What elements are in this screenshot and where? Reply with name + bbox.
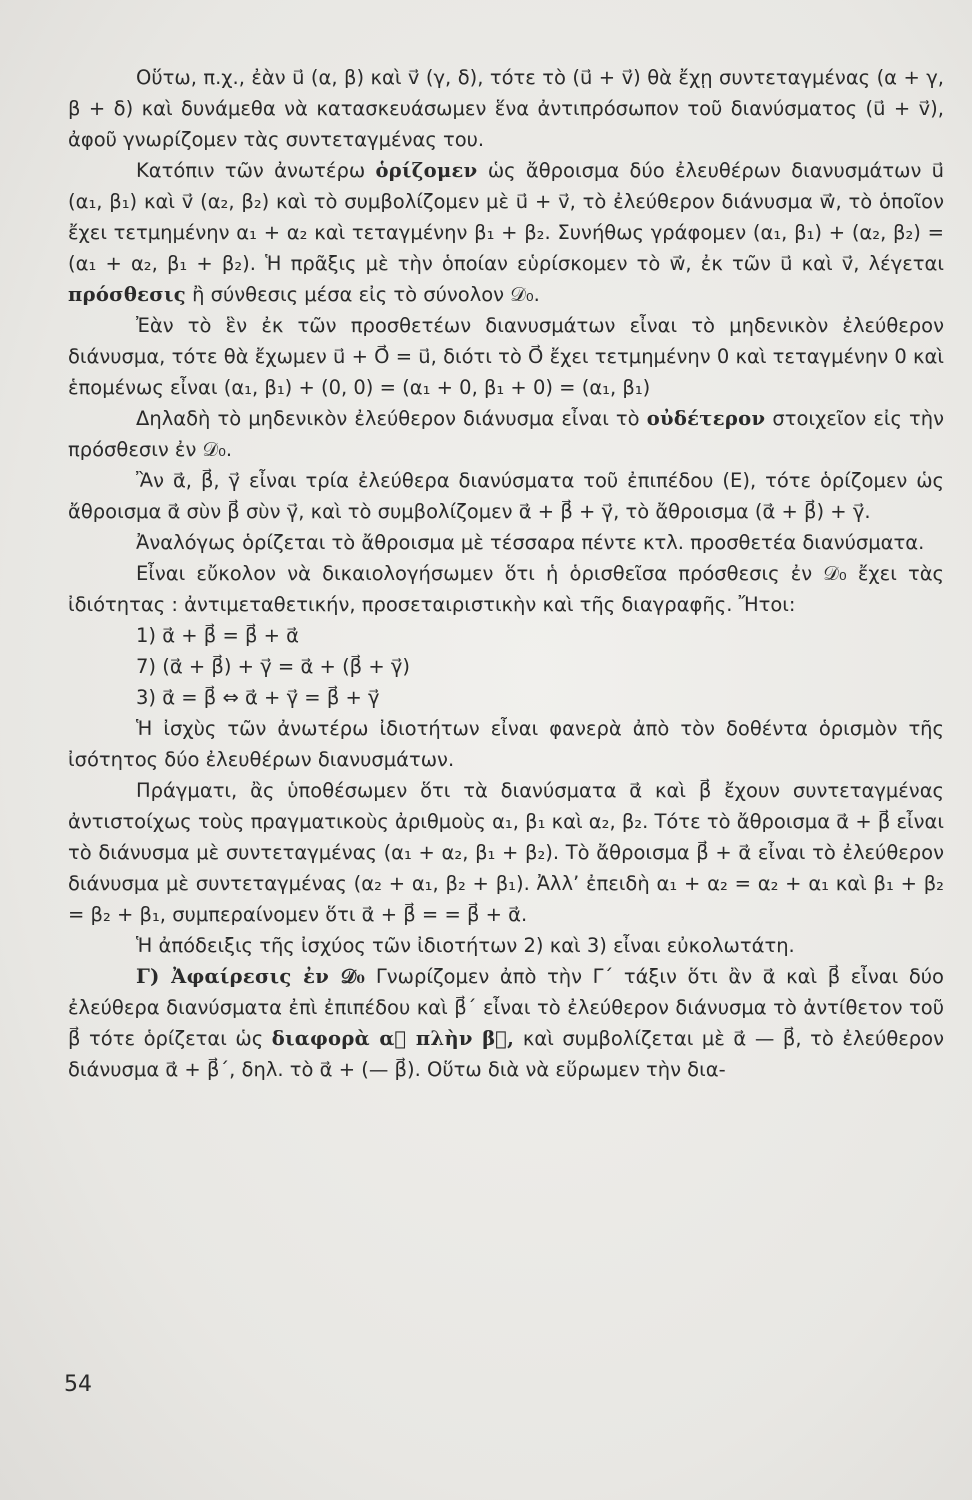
text-span: καὶ συμβολίζεται μὲ α⃗ — β⃗, τὸ ἐλεύθερον διάνυσμα α⃗ + β⃗΄, δηλ. τὸ α⃗ + (— β⃗). Οὕτω διὰ νὰ εὕρωμεν τὴν δια- (68, 1027, 944, 1081)
paragraph: Ἂν α⃗, β⃗, γ⃗ εἶναι τρία ἐλεύθερα διανύσματα τοῦ ἐπιπέδου (Ε), τότε ὁρίζομεν ὡς ἄθροισμα α⃗ σὺν β⃗ σὺν γ⃗, καὶ τὸ συμβολίζομεν α⃗ + β⃗ + γ⃗, τὸ ἄθροισμα (α⃗ + β⃗) + γ⃗. (68, 469, 944, 523)
text-span: Κατόπιν τῶν ἀνωτέρω (136, 159, 366, 182)
text-span: στοιχεῖον εἰς τὴν πρόσθεσιν ἐν 𝒟₀. (68, 407, 945, 461)
text-span: Γνωρίζομεν ἀπὸ τὴν Γ΄ τάξιν ὅτι ἂν α⃗ καὶ β⃗ εἶναι δύο ἐλεύθερα διανύσματα ἐπὶ ἐπιπέδου καὶ β⃗΄ εἶναι τὸ ἐλεύθερον διάνυσμα τὸ ἀντίθετον τοῦ β⃗ τότε ὁρίζεται ὡς (68, 965, 944, 1050)
paragraph: Οὕτω, π.χ., ἐὰν u⃗ (α, β) καὶ v⃗ (γ, δ), τότε τὸ (u⃗ + v⃗) θὰ ἔχῃ συντεταγμένας (α + γ, β + δ) καὶ δυνάμεθα νὰ κατασκευάσωμεν ἕνα ἀντιπρόσωπον τοῦ διανύσματος (u⃗ + v⃗), ἀφοῦ γνωρίζομεν τὰς συντεταγμένας του. (68, 66, 944, 151)
paragraph: Εἶναι εὔκολον νὰ δικαιολογήσωμεν ὅτι ἡ ὁρισθεῖσα πρόσθεσις ἐν 𝒟₀ ἔχει τὰς ἰδιότητας : ἀντιμεταθετικήν, προσεταιριστικὴν καὶ τῆς διαγραφῆς. Ἤτοι: (68, 562, 944, 616)
text-span: ἢ σύνθεσις μέσα εἰς τὸ σύνολον 𝒟₀. (192, 283, 540, 306)
text-span: ὡς ἄθροισμα δύο ἐλευθέρων διανυσμάτων u⃗ (α₁, β₁) καὶ v⃗ (α₂, β₂) καὶ τὸ συμβολίζομεν μὲ u⃗ + v⃗, τὸ ἐλεύθερον διάνυσμα w⃗, τὸ ὁποῖον ἔχει τετμημένην α₁ + α₂ καὶ τεταγμένην β₁ + β₂. Συνήθως γράφομεν (α₁, β₁) + (α₂, β₂) = (α₁ + α₂, β₁ + β₂). Ἡ πρᾶξις μὲ τὴν ὁποίαν εὑρίσκομεν τὸ w⃗, ἐκ τῶν u⃗ καὶ v⃗, λέγεται (68, 159, 945, 275)
paragraph-definition (68, 155, 944, 310)
property-line: 1) α⃗ + β⃗ = β⃗ + α⃗ (136, 624, 300, 647)
property-line: 7) (α⃗ + β⃗) + γ⃗ = α⃗ + (β⃗ + γ⃗) (136, 655, 410, 678)
paragraph: Ἀναλόγως ὁρίζεται τὸ ἄθροισμα μὲ τέσσαρα πέντε κτλ. προσθετέα διανύσματα. (136, 531, 925, 554)
bold-term: διαφορὰ α⃗ πλὴν β⃗, (271, 1027, 515, 1050)
paragraph-subtraction (68, 961, 944, 1085)
paragraph: Ἡ ἰσχὺς τῶν ἀνωτέρω ἰδιοτήτων εἶναι φανερὰ ἀπὸ τὸν δοθέντα ὁρισμὸν τῆς ἰσότητος δύο ἐλευθέρων διανυσμάτων. (68, 717, 944, 771)
section-heading: Γ) Ἀφαίρεσις ἐν 𝒟₀ (136, 965, 366, 988)
paragraph: Πράγματι, ἂς ὑποθέσωμεν ὅτι τὰ διανύσματα α⃗ καὶ β⃗ ἔχουν συντεταγμένας ἀντιστοίχως τοὺς πραγματικοὺς ἀριθμοὺς α₁, β₁ καὶ α₂, β₂. Τότε τὸ ἄθροισμα α⃗ + β⃗ εἶναι τὸ διάνυσμα μὲ συντεταγμένας (α₁ + α₂, β₁ + β₂). Τὸ ἄθροισμα β⃗ + α⃗ εἶναι τὸ ἐλεύθερον διάνυσμα μὲ συντεταγμένας (α₂ + α₁, β₂ + β₁). Ἀλλ’ ἐπειδὴ α₁ + α₂ = α₂ + α₁ καὶ β₁ + β₂ = β₂ + β₁, συμπεραίνομεν ὅτι α⃗ + β⃗ = = β⃗ + α⃗. (68, 779, 944, 926)
page-number: 54 (64, 1372, 92, 1397)
text-span: Δηλαδὴ τὸ μηδενικὸν ἐλεύθερον διάνυσμα εἶναι τὸ (136, 407, 640, 430)
page-text (68, 62, 944, 1085)
bold-term: οὐδέτερον (646, 407, 766, 430)
bold-term: ὁρίζομεν (375, 159, 478, 182)
paragraph: Ἐὰν τὸ ἓν ἐκ τῶν προσθετέων διανυσμάτων εἶναι τὸ μηδενικὸν ἐλεύθερον διάνυσμα, τότε θὰ ἔχωμεν u⃗ + O⃗ = u⃗, διότι τὸ O⃗ ἔχει τετμημένην 0 καὶ τεταγμένην 0 καὶ ἑπομένως εἶναι (α₁, β₁) + (0, 0) = (α₁ + 0, β₁ + 0) = (α₁, β₁) (68, 314, 944, 399)
paragraph: Ἡ ἀπόδειξις τῆς ἰσχύος τῶν ἰδιοτήτων 2) καὶ 3) εἶναι εὐκολωτάτη. (136, 934, 795, 957)
property-line: 3) α⃗ = β⃗ ⇔ α⃗ + γ⃗ = β⃗ + γ⃗ (136, 686, 380, 709)
bold-term: πρόσθεσις (68, 283, 186, 306)
paragraph (68, 403, 944, 465)
